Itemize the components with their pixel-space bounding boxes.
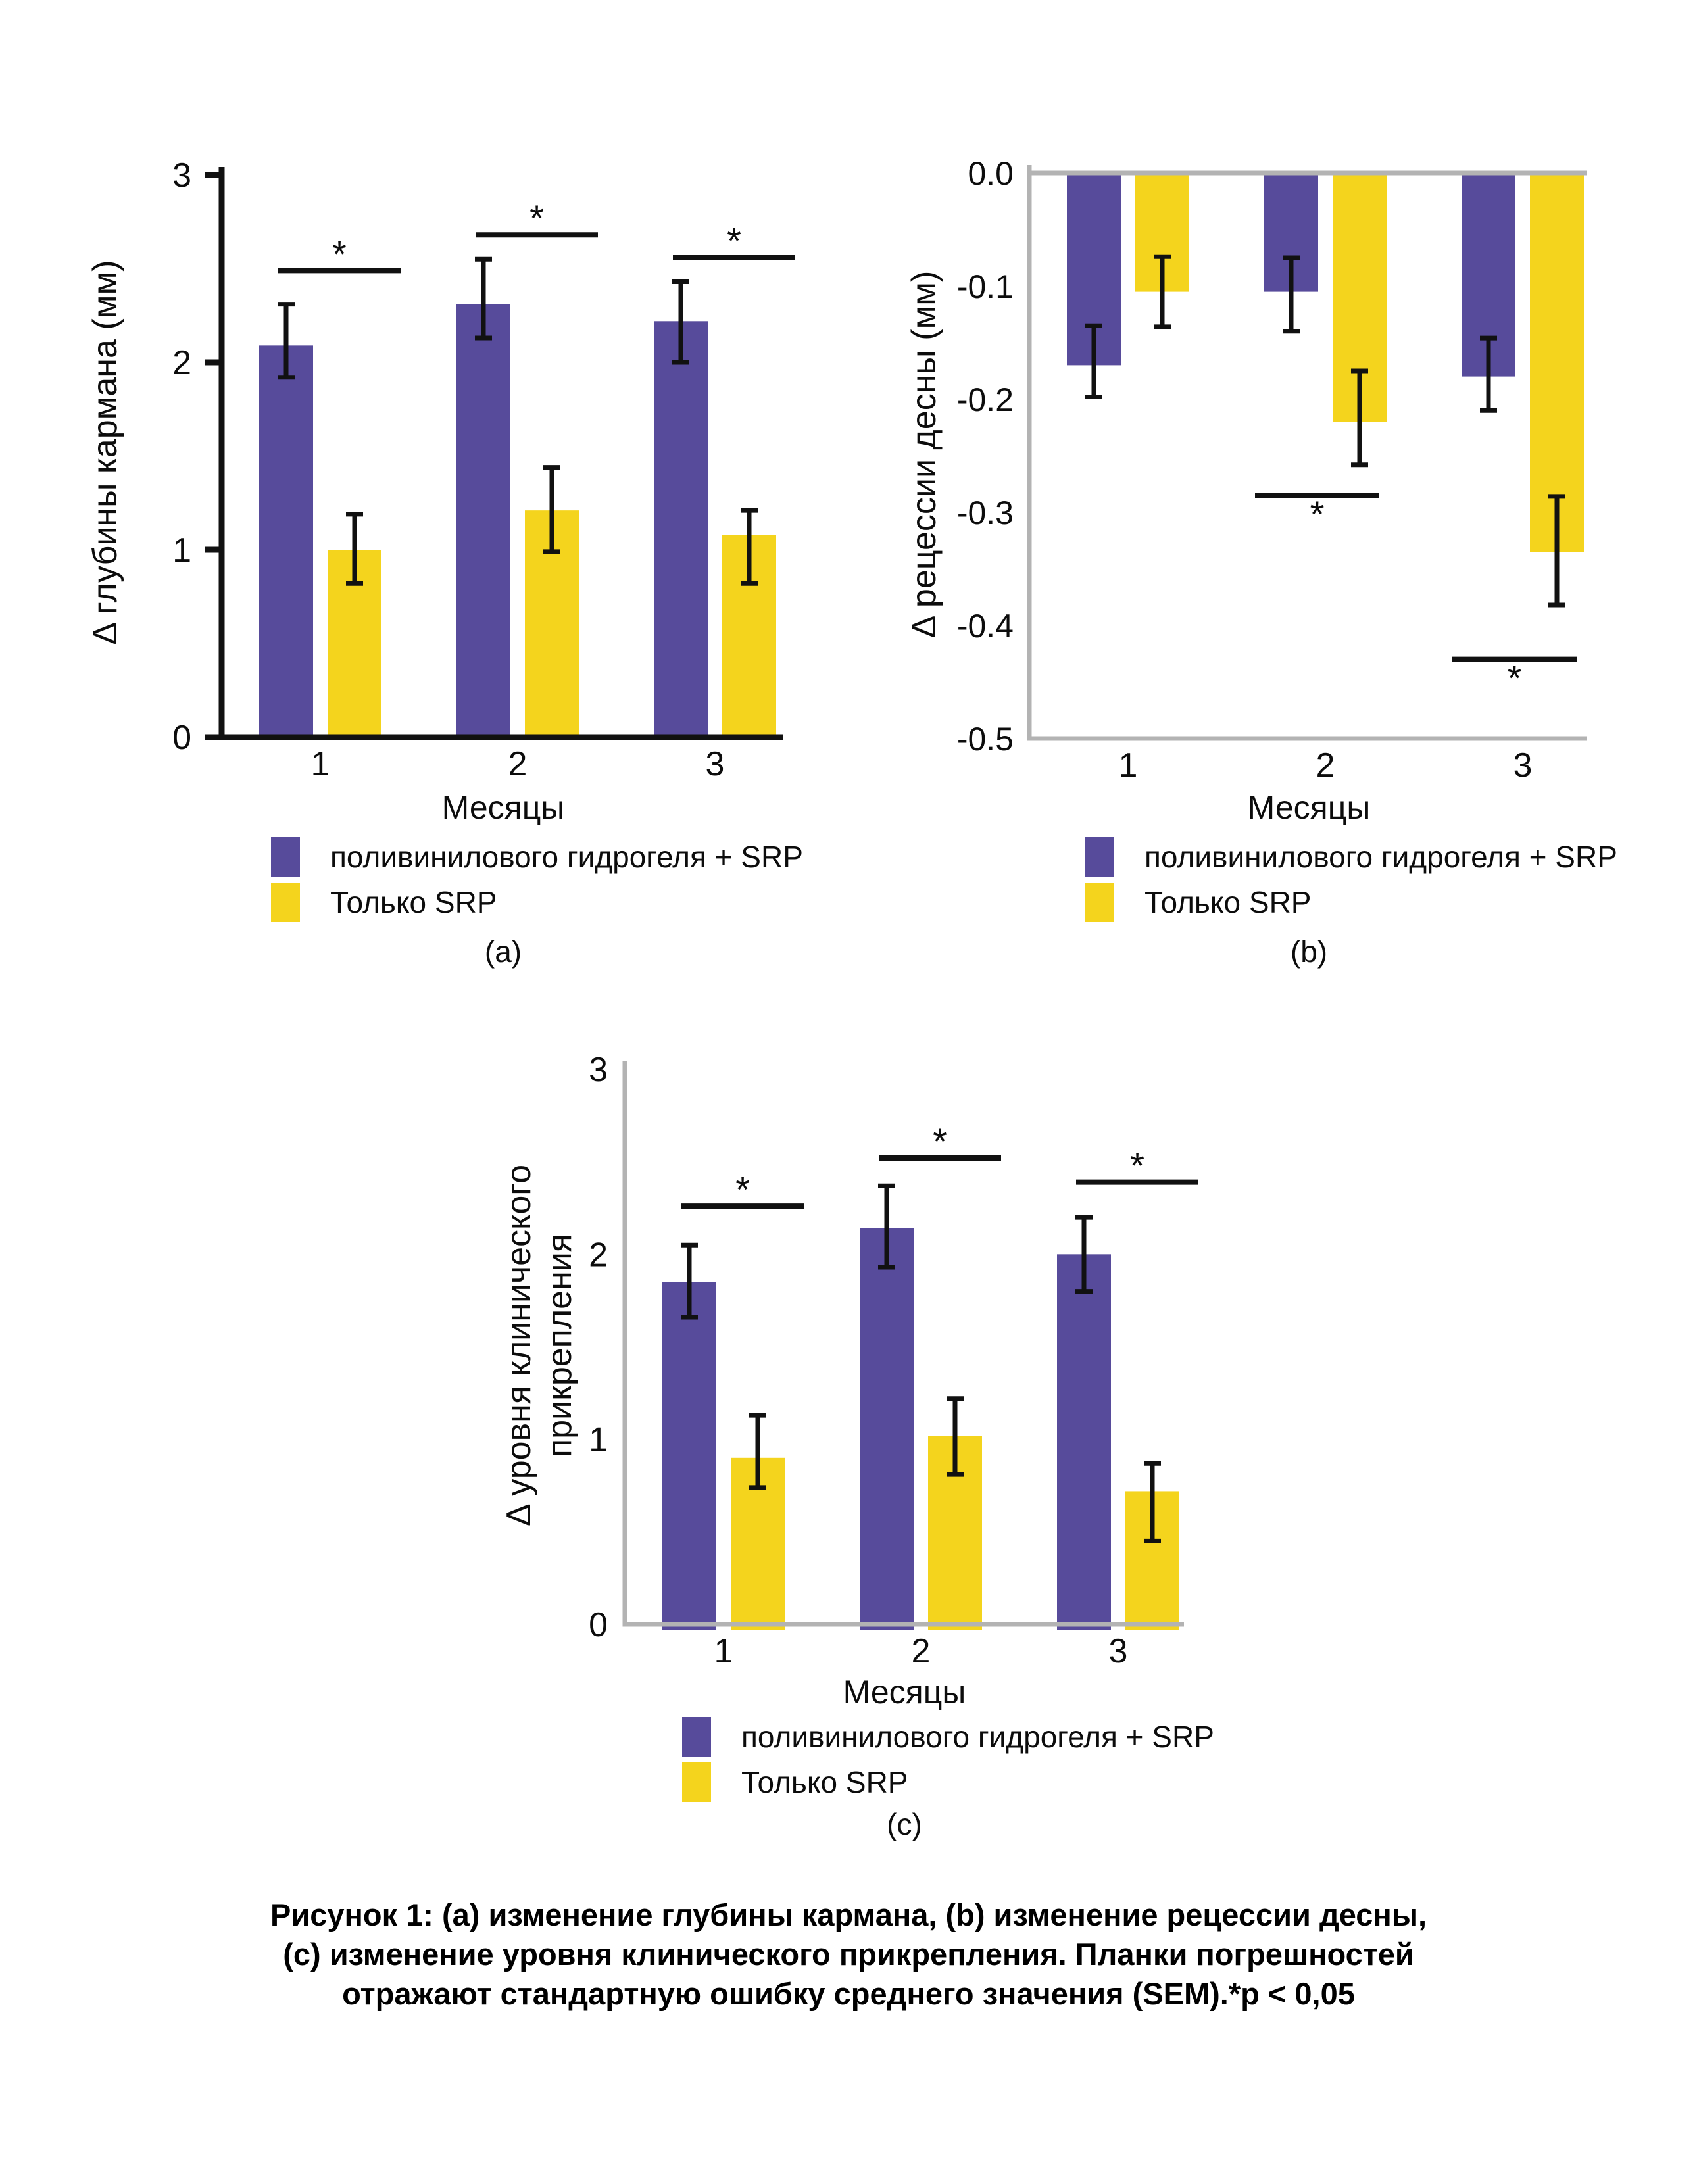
sig-star-a-month-1: *: [332, 233, 347, 275]
caption-line: отражают стандартную ошибку среднего значения (SEM).*p < 0,05: [342, 1976, 1355, 2011]
caption-line: (c) изменение уровня клинического прикрепления. Планки погрешностей: [283, 1937, 1414, 1972]
y-tick-label-b--0.3: -0.3: [956, 495, 1014, 531]
x-tick-label-c-3: 3: [1108, 1632, 1128, 1670]
legend-label-hydrogel: поливинилового гидрогеля + SRP: [741, 1720, 1214, 1754]
y-tick-label-b--0.4: -0.4: [956, 608, 1014, 644]
bar-hydrogel_srp-month-2: [860, 1228, 914, 1630]
bar-hydrogel_srp-month-3: [654, 321, 708, 737]
y-tick-label-a-0: 0: [172, 719, 191, 757]
legend-b: [1085, 837, 1617, 928]
legend-swatch-srp-icon: [1085, 883, 1114, 922]
legend-c: [682, 1717, 1214, 1808]
legend-label-hydrogel: поливинилового гидрогеля + SRP: [1144, 840, 1617, 874]
sig-star-c-month-3: *: [1130, 1144, 1144, 1186]
sig-star-a-month-3: *: [727, 220, 741, 262]
legend-swatch-hydrogel-icon: [271, 837, 300, 877]
y-tick-label-b--0.1: -0.1: [956, 268, 1014, 305]
legend-item-srp: [271, 883, 803, 922]
y-tick-label-a-3: 3: [172, 157, 191, 195]
legend-swatch-srp-icon: [682, 1762, 711, 1802]
y-tick-label-b--0.5: -0.5: [956, 721, 1014, 758]
bar-hydrogel_srp-month-1: [662, 1282, 716, 1630]
panel-label-a: (a): [484, 934, 522, 969]
x-tick-label-a-3: 3: [705, 745, 725, 783]
legend-swatch-hydrogel-icon: [682, 1717, 711, 1757]
panel-label-c: (c): [887, 1807, 922, 1841]
legend-item-srp: [1085, 883, 1617, 922]
x-tick-label-a-1: 1: [310, 745, 330, 783]
x-tick-label-a-2: 2: [508, 745, 528, 783]
legend-item-hydrogel: [1085, 837, 1617, 877]
bar-hydrogel_srp-month-2: [456, 304, 510, 737]
sig-star-a-month-2: *: [529, 197, 544, 239]
y-tick-label-c-0: 0: [589, 1606, 608, 1644]
y-tick-label-c-2: 2: [589, 1236, 608, 1274]
legend-item-hydrogel: [271, 837, 803, 877]
sig-star-c-month-2: *: [933, 1121, 947, 1163]
x-axis-title-a: Месяцы: [441, 789, 565, 826]
legend-item-srp: [682, 1762, 1214, 1802]
legend-swatch-srp-icon: [271, 883, 300, 922]
bar-hydrogel_srp-month-1: [259, 345, 313, 737]
sig-star-b-month-3: *: [1507, 657, 1522, 699]
x-axis-title-b: Месяцы: [1247, 789, 1371, 826]
x-tick-label-b-3: 3: [1513, 746, 1533, 785]
y-tick-label-b-0.0: 0.0: [968, 155, 1014, 192]
legend-a: [271, 837, 803, 928]
figure-caption: [0, 1895, 1697, 2014]
x-tick-label-c-1: 1: [714, 1632, 733, 1670]
y-axis-title-c: Δ уровня клинического прикрепления: [500, 1164, 579, 1527]
x-axis-title-c: Месяцы: [843, 1674, 966, 1711]
sig-star-c-month-1: *: [735, 1169, 750, 1211]
x-tick-label-c-2: 2: [911, 1632, 931, 1670]
legend-item-hydrogel: [682, 1717, 1214, 1757]
y-axis-title-b: Δ рецессии десны (мм): [905, 270, 943, 639]
caption-line: Рисунок 1: (a) изменение глубины кармана, (b) изменение рецессии десны,: [270, 1897, 1427, 1932]
legend-label-srp: Только SRP: [1144, 885, 1312, 919]
legend-label-srp: Только SRP: [741, 1765, 908, 1799]
y-tick-label-b--0.2: -0.2: [956, 381, 1014, 418]
y-tick-label-a-2: 2: [172, 344, 191, 382]
y-axis-title-a: Δ глубины кармана (мм): [86, 260, 124, 645]
legend-label-srp: Только SRP: [330, 885, 497, 919]
panel-label-b: (b): [1290, 934, 1328, 969]
legend-swatch-hydrogel-icon: [1085, 837, 1114, 877]
legend-label-hydrogel: поливинилового гидрогеля + SRP: [330, 840, 803, 874]
x-tick-label-b-2: 2: [1316, 746, 1335, 785]
y-tick-label-c-1: 1: [589, 1420, 608, 1459]
y-tick-label-a-1: 1: [172, 531, 191, 570]
y-tick-label-c-3: 3: [589, 1051, 608, 1089]
sig-star-b-month-2: *: [1310, 493, 1325, 535]
bar-hydrogel_srp-month-3: [1057, 1254, 1111, 1630]
x-tick-label-b-1: 1: [1118, 746, 1138, 785]
